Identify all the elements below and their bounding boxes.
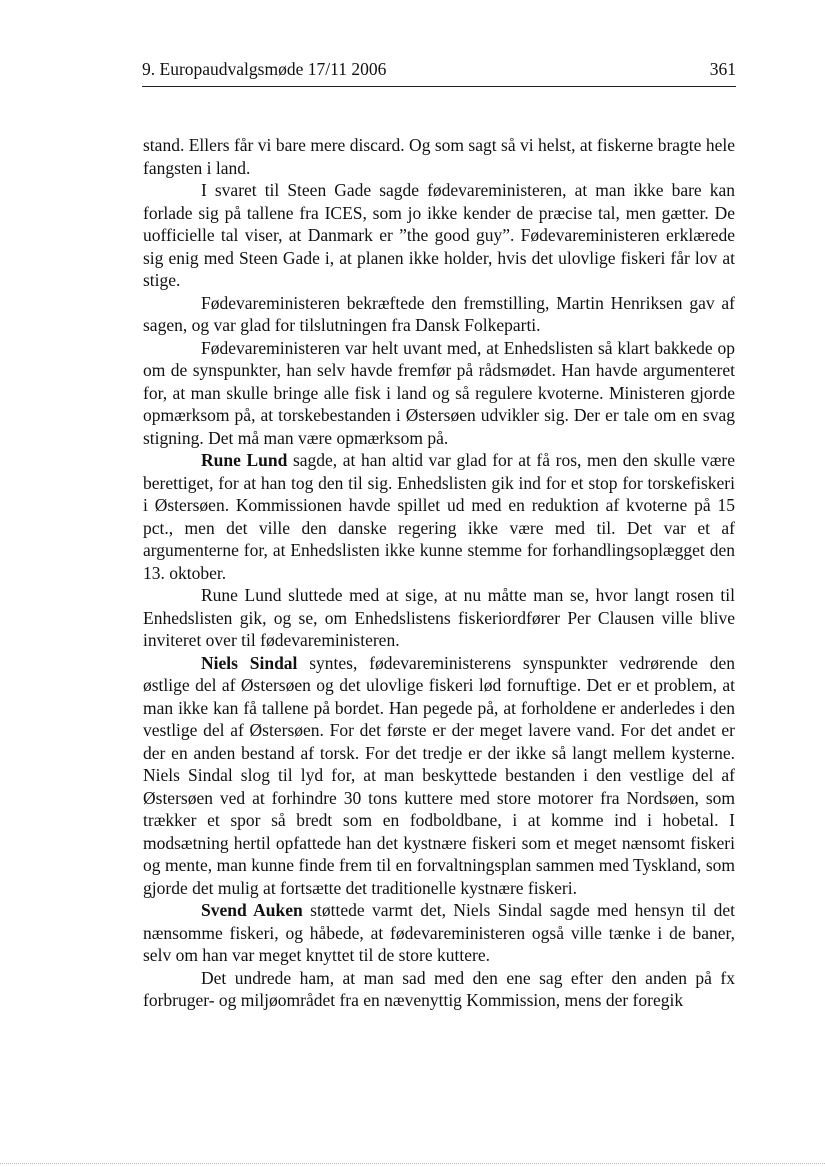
header-rule — [142, 86, 736, 87]
scan-edge-line — [0, 1163, 825, 1164]
paragraph-text: støttede varmt det, Niels Sindal sagde med hensyn til det nænsomme fiskeri, og håbede, at fødevareministeren også ville tænke i de baner, selv om han var meget knyttet til de store kuttere. — [143, 900, 735, 965]
paragraph-text: syntes, fødevareministerens synspunkter vedrørende den østlige del af Østersøen og det ulovlige fiskeri lød fornuftige. Det er et problem, at man ikke kan få tallene på bordet. Han pegede på, at forholdene er anderledes i den vestlige del af Østersøen. For det første er der meget lavere vand. For det andet er der en anden bestand af torsk. For det tredje er der ikke så langt mellem kysterne. Niels Sindal slog til lyd for, at man beskyttede bestanden i den vestlige del af Østersøen ved at forhindre 30 tons kuttere med store motorer fra Nordsøen, som trækker et spor så bredt som en fodboldbane, i at komme ind i hobetal. I modsætning hertil opfattede han det kystnære fiskeri som et meget nænsomt fiskeri og mente, man kunne finde frem til en forvaltningsplan sammen med Tyskland, som gjorde det mulig at fortsætte det traditionelle kystnære fiskeri. — [143, 652, 735, 898]
speaker-name: Rune Lund — [201, 450, 288, 470]
document-body — [143, 134, 735, 1012]
speaker-name: Niels Sindal — [201, 652, 298, 673]
paragraph-text: stand. Ellers får vi bare mere discard. Og som sagt så vi helst, at fiskerne bragte hele fangsten i land. — [143, 135, 735, 178]
paragraph-text: I svaret til Steen Gade sagde fødevareministeren, at man ikke bare kan forlade sig på tallene fra ICES, som jo ikke kender de præcise tal, men gætter. De uofficielle tal viser, at Danmark er ”the good guy”. Fødevareministeren erklærede sig enig med Steen Gade i, at planen ikke holder, hvis det ulovlige fiskeri får lov at stige. — [143, 180, 735, 290]
paragraph-text: Det undrede ham, at man sad med den ene sag efter den anden på fx forbruger- og miljøområdet fra en nævenyttig Kommission, mens der foregik — [143, 967, 735, 1010]
paragraph-text: Rune Lund sluttede med at sige, at nu måtte man se, hvor langt rosen til Enhedslisten gik, og se, om Enhedslistens fiskeriordfører Per Clausen ville blive inviteret over til fødevareministeren. — [143, 585, 735, 650]
paragraph — [143, 179, 735, 292]
speaker-name: Svend Auken — [201, 900, 303, 920]
page-number: 361 — [709, 59, 736, 79]
paragraph — [143, 134, 735, 179]
page-header — [142, 56, 736, 82]
paragraph — [143, 449, 735, 584]
paragraph — [143, 899, 735, 967]
paragraph — [143, 967, 735, 1012]
paragraph — [143, 337, 735, 450]
paragraph — [143, 652, 735, 900]
paragraph-text: Fødevareministeren var helt uvant med, at Enhedslisten så klart bakkede op om de synspunkter, han selv havde fremfør på rådsmødet. Han havde argumenteret for, at man skulle bringe alle fisk i land og så regulere kvoterne. Ministeren gjorde opmærksom på, at torskebestanden i Østersøen udvikler sig. Der er tale om en svag stigning. Det må man være opmærksom på. — [143, 337, 735, 448]
paragraph-text: Fødevareministeren bekræftede den fremstilling, Martin Henriksen gav af sagen, og var glad for tilslutningen fra Dansk Folkeparti. — [143, 292, 735, 335]
paragraph — [143, 292, 735, 337]
paragraph-text: sagde, at han altid var glad for at få ros, men den skulle være berettiget, for at han tog den til sig. Enhedslisten gik ind for et stop for torskefiskeri i Østersøen. Kommissionen havde spillet ud med en reduktion af kvoterne på 15 pct., men det ville den danske regering ikke være med til. Det var et af argumenterne for, at Enhedslisten ikke kunne stemme for forhandlingsoplægget den 13. oktober. — [143, 450, 735, 583]
paragraph — [143, 584, 735, 652]
meeting-title: 9. Europaudvalgsmøde 17/11 2006 — [142, 59, 387, 79]
